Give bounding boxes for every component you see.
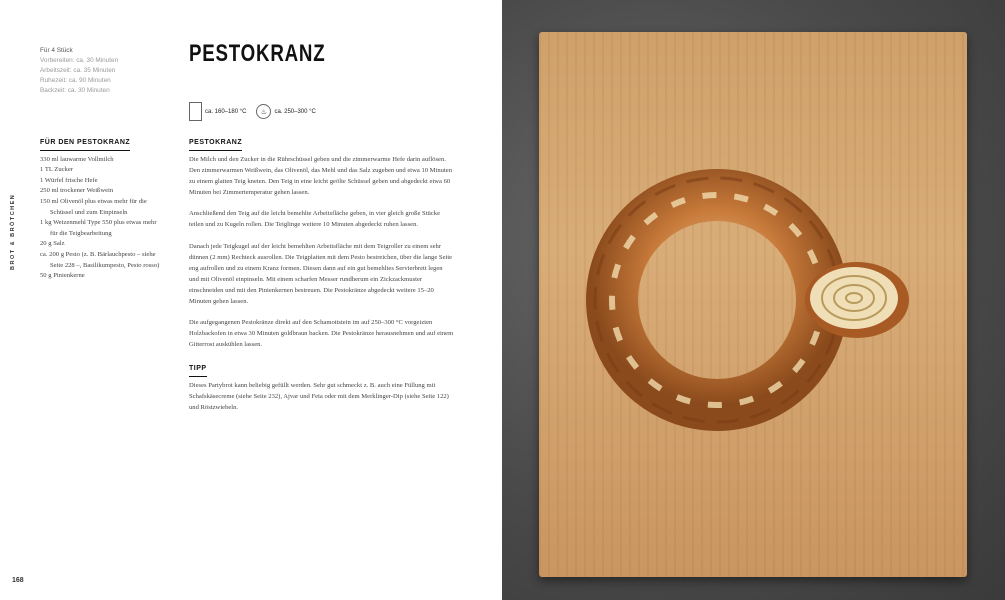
work-time: Arbeitszeit: ca. 35 Minuten: [40, 67, 116, 74]
method-heading: PESTOKRANZ: [189, 138, 242, 151]
method-column: [189, 138, 454, 425]
tip-heading: TIPP: [189, 364, 207, 377]
wood-fire-icon: ♨: [256, 104, 271, 119]
ingredient-item: 150 ml Olivenöl plus etwas mehr für die Schüssel und zum Einpinseln: [40, 197, 147, 216]
ingredients-column: [40, 138, 160, 282]
prep-time: Vorbereiten: ca. 30 Minuten: [40, 57, 119, 64]
method-paragraph: Anschließend den Teig auf die leicht bemehlte Arbeitsfläche geben, in vier gleich große Stücke teilen und zu Kugeln rollen. Die Teiglinge weitere 10 Minuten abgedeckt ruhen lassen.: [189, 210, 440, 229]
chapter-side-label: BROT & BRÖTCHEN: [10, 193, 16, 270]
ingredient-item: 50 g Pinienkerne: [40, 272, 85, 280]
recipe-meta: [40, 46, 118, 96]
wood-oven-temperature: ca. 250–300 °C: [274, 108, 316, 115]
bake-time: Backzeit: ca. 30 Minuten: [40, 87, 110, 94]
tip-text: Dieses Partybrot kann beliebig gefüllt werden. Sehr gut schmeckt z. B. auch eine Füllung mit Schafskäsecreme (siehe Seite 232), Ajvar und Feta oder mit dem Merklinger-Dip (siehe Seite 122) und Röstzwiebeln.: [189, 381, 449, 411]
oven-temperature: ca. 160–180 °C: [205, 108, 247, 115]
method-paragraph: Die aufgegangenen Pestokränze direkt auf den Schamottstein im auf 250–300 °C vorgeizten Holzbackofen in etwa 30 Minuten goldbraun backen. Die Pestokränze herausnehmen und auf einem Gitterrost auskühlen lassen.: [189, 319, 454, 349]
method-paragraph: Danach jede Teigkugel auf der leicht bemehlten Arbeitsfläche mit dem Teigroller zu einem sehr dünnen (2 mm) Rechteck ausrollen. Die Teigplatten mit dem Pesto bestreichen, über die lange Seite eng aufrollen und zu einem Kranz formen. Diesen dann auf ein gut bemehltes Servierbrett legen und mit Olivenöl einpinseln. Mit einem scharfen Messer rundherum ein Zickzackmuster einschneiden und mit den Pinienkernen bestreuen. Die Pestokränze abgedeckt weitere 15–20 Minuten gehen lassen.: [189, 243, 453, 305]
bread-ring: [595, 178, 839, 422]
ingredient-item: 250 ml trockener Weißwein: [40, 187, 114, 195]
ingredient-item: 1 TL Zucker: [40, 166, 73, 174]
temperature-row: [189, 102, 316, 121]
ingredient-item: 1 Würfel frische Hefe: [40, 176, 98, 184]
recipe-photo: [502, 0, 1005, 600]
left-page: [0, 0, 502, 600]
ingredient-item: ca. 200 g Pesto (z. B. Bärlauchpesto – siehe Seite 228 –, Basilikumpesto, Pesto rosso): [40, 250, 160, 269]
bread-slice: [805, 262, 909, 338]
ingredient-item: 330 ml lauwarme Vollmilch: [40, 155, 114, 163]
serves-line: Für 4 Stück: [40, 47, 73, 54]
page-number: 168: [12, 577, 24, 584]
ingredient-item: 1 kg Weizenmehl Type 550 plus etwas mehr für die Teigbearbeitung: [40, 219, 157, 237]
ingredient-item: 20 g Salz: [40, 240, 65, 248]
recipe-title: PESTOKRANZ: [189, 40, 326, 67]
rest-time: Ruhezeit: ca. 90 Minuten: [40, 77, 111, 84]
oven-icon: [189, 102, 202, 121]
ingredients-heading: FÜR DEN PESTOKRANZ: [40, 138, 130, 151]
method-paragraph: Die Milch und den Zucker in die Rührschüssel geben und die zimmerwarme Hefe darin auflösen. Den zimmerwarmen Weißwein, das Olivenöl, das Mehl und das Salz zugeben und etwa 10 Minuten zu einem glatten Teig kneten. Den Teig in eine leicht geölte Schüssel geben und abgedeckt etwa 60 Minuten bei Zimmertemperatur gehen lassen.: [189, 155, 453, 196]
bread-wreath-illustration: [502, 0, 1005, 600]
